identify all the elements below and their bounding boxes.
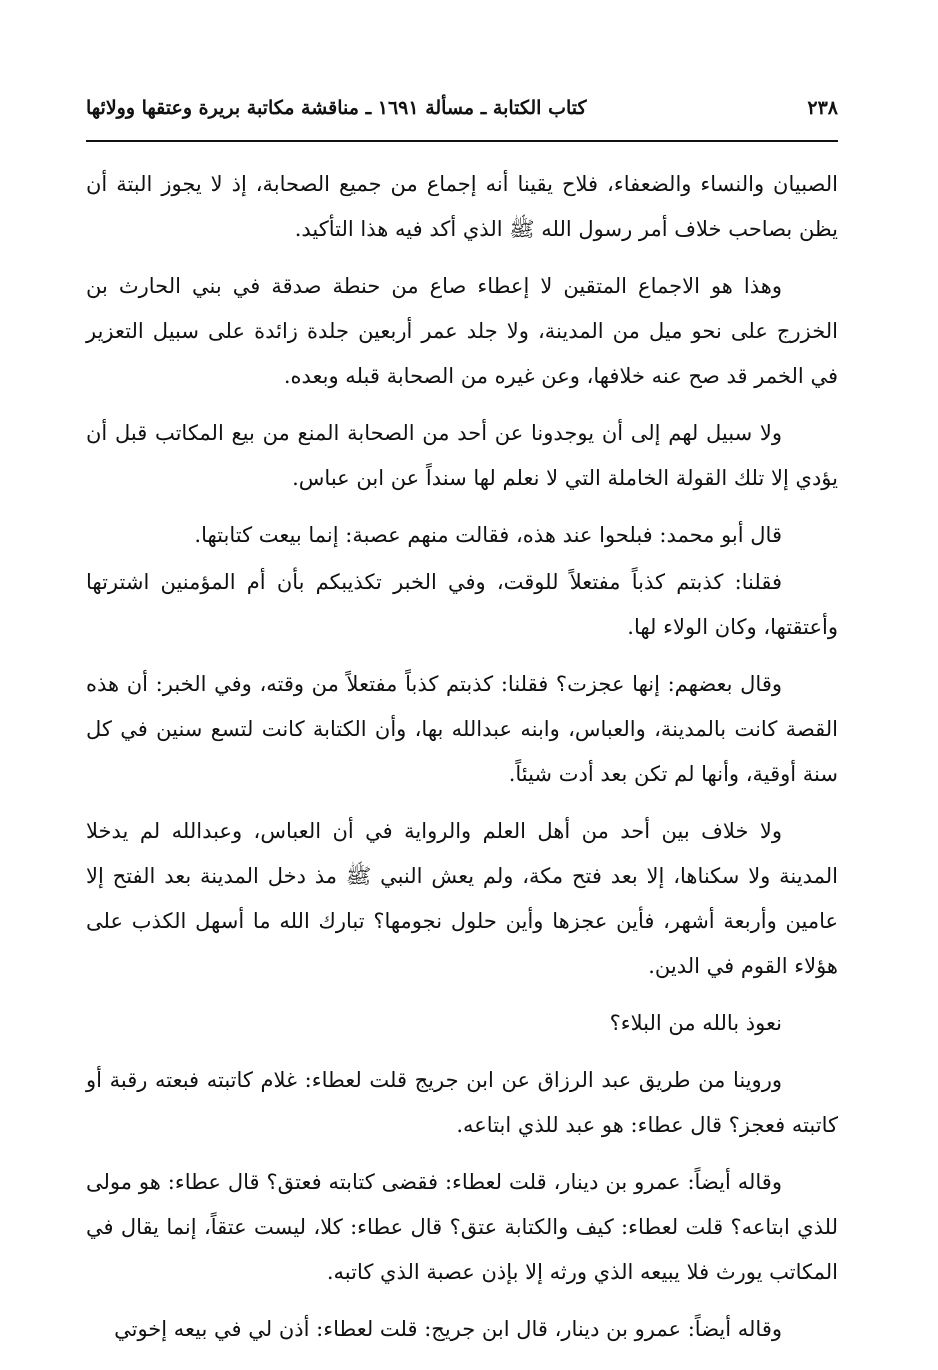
paragraph: وقاله أيضاً: عمرو بن دينار، قال ابن جريج: قلت لعطاء: أذن لي في بيعه إخوتي (114, 1317, 782, 1341)
paragraph: فقلنا: كذبتم كذباً مفتعلاً للوقت، وفي الخبر تكذيبكم بأن أم المؤمنين اشترتها وأعتقتها، وكان الولاء لها. (86, 570, 838, 639)
paragraph: وقاله أيضاً: عمرو بن دينار، قلت لعطاء: فقضى كتابته فعتق؟ قال عطاء: هو مولى للذي ابتاعه؟ قلت لعطاء: كيف والكتابة عتق؟ قال عطاء: كلا، ليست عتقاً، إنما يقال في المكاتب يورث فلا يبيعه الذي ورثه إلا بإذن عصبة الذي كاتبه. (86, 1170, 838, 1284)
paragraph: نعوذ بالله من البلاء؟ (609, 1011, 782, 1035)
paragraph: وهذا هو الاجماع المتقين لا إعطاء صاع من حنطة صدقة في بني الحارث بن الخزرج على نحو ميل من المدينة، ولا جلد عمر أربعين جلدة زائدة على سبيل التعزير في الخمر قد صح عنه خلافها، وعن غيره من الصحابة قبله وبعده. (86, 274, 838, 388)
header-rule (86, 140, 838, 142)
paragraph: قال أبو محمد: فبلحوا عند هذه، فقالت منهم عصبة: إنما بيعت كتابتها. (194, 523, 782, 547)
page-number: ٢٣٨ (807, 97, 838, 119)
page-body (86, 162, 838, 1364)
paragraph: الصبيان والنساء والضعفاء، فلاح يقينا أنه إجماع من جميع الصحابة، إذ لا يجوز البتة أن يظن بصاحب خلاف أمر رسول الله ﷺ الذي أكد فيه هذا التأكيد. (86, 172, 838, 241)
paragraph: وقال بعضهم: إنها عجزت؟ فقلنا: كذبتم كذباً مفتعلاً من وقته، وفي الخبر: أن هذه القصة كانت بالمدينة، والعباس، وابنه عبدالله بها، وأن الكتابة كانت لتسع سنين في كل سنة أوقية، وأنها لم تكن بعد أدت شيئاً. (86, 672, 838, 786)
paragraph: وروينا من طريق عبد الرزاق عن ابن جريج قلت لعطاء: غلام كاتبته فبعته رقبة أو كاتبته فعجز؟ قال عطاء: هو عبد للذي ابتاعه. (86, 1068, 838, 1137)
running-header (86, 88, 838, 128)
paragraph: ولا خلاف بين أحد من أهل العلم والرواية في أن العباس، وعبدالله لم يدخلا المدينة ولا سكناها، إلا بعد فتح مكة، ولم يعش النبي ﷺ مذ دخل المدينة بعد الفتح إلا عامين وأربعة أشهر، فأين عجزها وأين حلول نجومها؟ تبارك الله ما أسهل الكذب على هؤلاء القوم في الدين. (86, 819, 839, 978)
paragraph: ولا سبيل لهم إلى أن يوجدونا عن أحد من الصحابة المنع من بيع المكاتب قبل أن يؤدي إلا تلك القولة الخاملة التي لا نعلم لها سنداً عن ابن عباس. (86, 421, 838, 490)
running-title: كتاب الكتابة ـ مسألة ١٦٩١ ـ مناقشة مكاتبة بريرة وعتقها وولائها (86, 97, 587, 119)
